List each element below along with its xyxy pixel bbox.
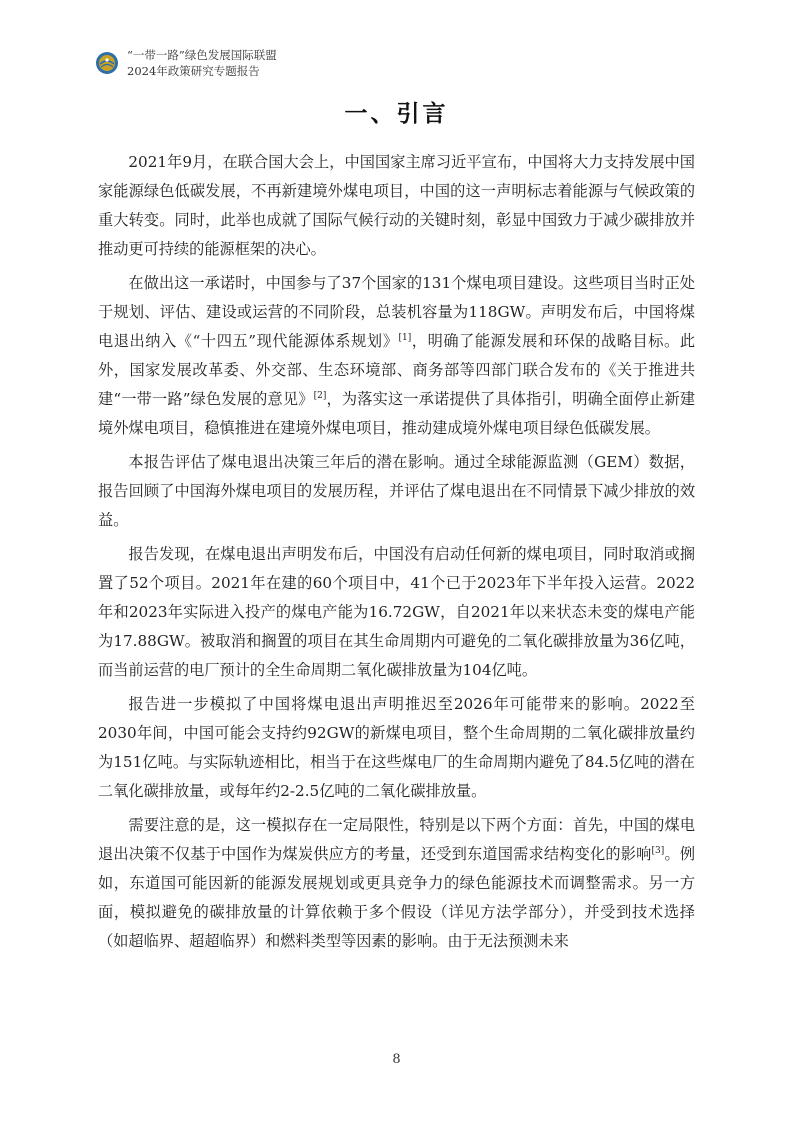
body-paragraph: [98, 540, 695, 685]
citation-ref: [2]: [313, 390, 327, 401]
paragraph-text: 本报告评估了煤电退出决策三年后的潜在影响。通过全球能源监测（GEM）数据，报告回顾了中国海外煤电项目的发展历程，并评估了煤电退出在不同情景下减少排放的效益。: [98, 453, 695, 529]
body-paragraph: [98, 448, 695, 535]
paragraph-text: 报告进一步模拟了中国将煤电退出声明推迟至2026年可能带来的影响。2022至2030年间，中国可能会支持约92GW的新煤电项目，整个生命周期的二氧化碳排放量约为151亿吨。与实际轨迹相比，相当于在这些煤电厂的生命周期内避免了84.5亿吨的潜在二氧化碳排放量，或每年约2-2.5亿吨的二氧化碳排放量。: [98, 695, 695, 800]
page-number: 8: [392, 1052, 401, 1067]
header-report-name: 2024年政策研究专题报告: [127, 64, 260, 78]
citation-ref: [3]: [651, 845, 665, 856]
body-paragraph: [98, 811, 695, 956]
document-body: [98, 148, 695, 961]
paragraph-text: ，为落实这一承诺提供了具体指引，明确全面停止新建境外煤电项目，稳慎推进在建境外煤电项目，推动建成境外煤电项目绿色低碳发展。: [98, 390, 696, 437]
paragraph-text: 报告发现，在煤电退出声明发布后，中国没有启动任何新的煤电项目，同时取消或搁置了52个项目。2021年在建的60个项目中，41个已于2023年下半年投入运营。2022年和2023年实际进入投产的煤电产能为16.72GW，自2021年以来状态未变的煤电产能为17.88GW。被取消和搁置的项目在其生命周期内可避免的二氧化碳排放量为36亿吨，而当前运营的电厂预计的全生命周期二氧化碳排放量为104亿吨。: [98, 545, 695, 679]
paragraph-text: 2021年9月，在联合国大会上，中国国家主席习近平宣布，中国将大力支持发展中国家能源绿色低碳发展，不再新建境外煤电项目，中国的这一声明标志着能源与气候政策的重大转变。同时，此举也成就了国际气候行动的关键时刻，彰显中国致力于减少碳排放并推动更可持续的能源框架的决心。: [98, 153, 695, 258]
paragraph-text: ，明确了能源发展和环保的战略目标。此外，国家发展改革委、外交部、生态环境部、商务部等四部门联合发布的《关于推进共建“一带一路”绿色发展的意见》: [98, 332, 695, 408]
alliance-logo-icon: [95, 51, 119, 75]
paragraph-text: 。例如，东道国可能因新的能源发展规划或更具竞争力的绿色能源技术而调整需求。另一方面，模拟避免的碳排放量的计算依赖于多个假设（详见方法学部分），并受到技术选择（如超临界、超超临界）和燃料类型等因素的影响。由于无法预测未来: [98, 845, 695, 950]
body-paragraph: [98, 148, 695, 264]
paragraph-text: 需要注意的是，这一模拟存在一定局限性，特别是以下两个方面：首先，中国的煤电退出决策不仅基于中国作为煤炭供应方的考量，还受到东道国需求结构变化的影响: [98, 816, 695, 863]
header-alliance-name: “一带一路”绿色发展国际联盟: [127, 48, 277, 62]
section-title: 一、引言: [344, 101, 449, 127]
body-paragraph: [98, 690, 695, 806]
body-paragraph: [98, 269, 695, 443]
citation-ref: [1]: [398, 332, 412, 343]
paragraph-text: 在做出这一承诺时，中国参与了37个国家的131个煤电项目建设。这些项目当时正处于规划、评估、建设或运营的不同阶段，总装机容量为118GW。声明发布后，中国将煤电退出纳入《“十四五”现代能源体系规划》: [98, 274, 695, 350]
